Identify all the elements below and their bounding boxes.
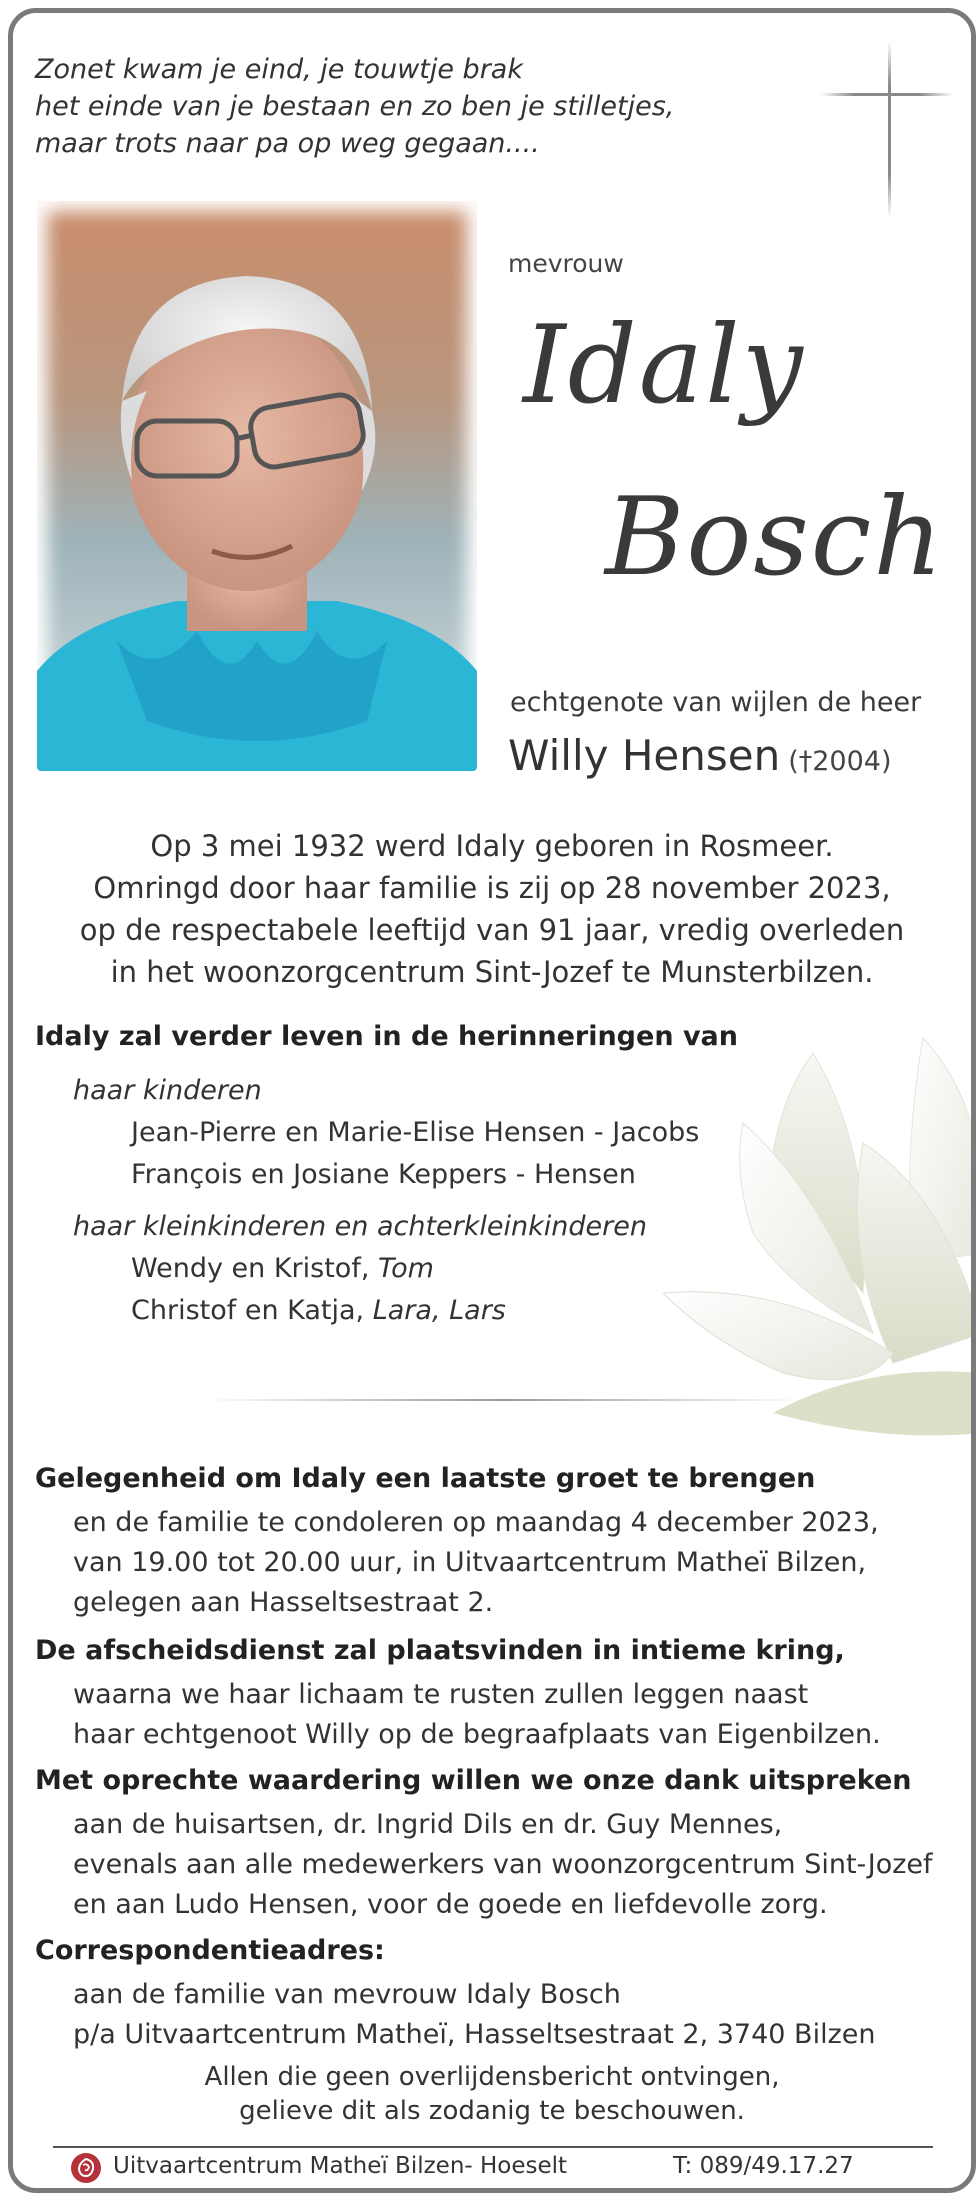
- spouse-name: [508, 731, 891, 780]
- lotus-flower-icon: [663, 1033, 976, 1453]
- footer-phone: T: 089/49.17.27: [673, 2153, 854, 2179]
- poem-line: Zonet kwam je eind, je touwtje brak: [35, 54, 523, 85]
- grandchild-parents: Christof en Katja,: [131, 1295, 373, 1326]
- thanks-text: [73, 1805, 933, 1925]
- closing-line: Allen die geen overlijdensbericht ontvingen,: [204, 2062, 780, 2092]
- obituary-card: [8, 8, 976, 2193]
- biography: [13, 825, 971, 993]
- child-name: Jean-Pierre en Marie-Elise Hensen - Jacobs: [131, 1117, 700, 1148]
- thanks-heading: Met oprechte waardering willen we onze dank uitspreken: [35, 1765, 912, 1796]
- grandchild-parents: Wendy en Kristof,: [131, 1253, 378, 1284]
- cross-icon: [888, 41, 891, 217]
- visitation-heading: Gelegenheid om Idaly een laatste groet te brengen: [35, 1463, 816, 1494]
- grandchild-kids: Tom: [378, 1253, 434, 1284]
- poem: [35, 51, 674, 162]
- footer-divider: [53, 2146, 933, 2148]
- address-text: [73, 1975, 875, 2055]
- text-line: evenals aan alle medewerkers van woonzorgcentrum Sint-Jozef: [73, 1849, 933, 1880]
- rose-logo-icon: [69, 2151, 103, 2185]
- text-line: en de familie te condoleren op maandag 4 december 2023,: [73, 1507, 879, 1538]
- text-line: van 19.00 tot 20.00 uur, in Uitvaartcentrum Matheï Bilzen,: [73, 1547, 867, 1578]
- text-line: aan de huisartsen, dr. Ingrid Dils en dr. Guy Mennes,: [73, 1809, 783, 1840]
- text-line: aan de familie van mevrouw Idaly Bosch: [73, 1979, 621, 2010]
- memories-heading: Idaly zal verder leven in de herinneringen van: [35, 1021, 738, 1052]
- portrait-photo: [37, 201, 477, 771]
- text-line: p/a Uitvaartcentrum Matheï, Hasseltsestraat 2, 3740 Bilzen: [73, 2019, 876, 2050]
- deceased-last-name: Bosch: [605, 475, 945, 600]
- service-heading: De afscheidsdienst zal plaatsvinden in intieme kring,: [35, 1635, 845, 1666]
- bio-line: op de respectabele leeftijd van 91 jaar, vredig overleden: [79, 913, 905, 947]
- spouse-label: echtgenote van wijlen de heer: [510, 687, 922, 718]
- spouse-death-year: (†2004): [788, 746, 892, 777]
- deceased-prefix: mevrouw: [508, 249, 624, 278]
- grandchildren-label: haar kleinkinderen en achterkleinkinderen: [73, 1211, 647, 1242]
- grandchild-name: [131, 1253, 434, 1284]
- poem-line: maar trots naar pa op weg gegaan....: [35, 128, 540, 159]
- text-line: waarna we haar lichaam te rusten zullen leggen naast: [73, 1679, 809, 1710]
- service-text: [73, 1675, 881, 1755]
- grandchild-name: [131, 1295, 506, 1326]
- children-label: haar kinderen: [73, 1075, 262, 1106]
- deceased-first-name: Idaly: [523, 303, 805, 428]
- bio-line: Omringd door haar familie is zij op 28 november 2023,: [93, 871, 891, 905]
- text-line: haar echtgenoot Willy op de begraafplaats van Eigenbilzen.: [73, 1719, 881, 1750]
- cross-icon-bar: [821, 93, 953, 96]
- spouse-name-text: Willy Hensen: [508, 731, 781, 780]
- divider: [203, 1399, 803, 1401]
- closing-line: gelieve dit als zodanig te beschouwen.: [239, 2096, 745, 2126]
- text-line: en aan Ludo Hensen, voor de goede en liefdevolle zorg.: [73, 1889, 828, 1920]
- bio-line: in het woonzorgcentrum Sint-Jozef te Munsterbilzen.: [110, 955, 874, 989]
- child-name: François en Josiane Keppers - Hensen: [131, 1159, 636, 1190]
- grandchild-kids: Lara, Lars: [372, 1295, 506, 1326]
- closing-note: [13, 2060, 971, 2128]
- text-line: gelegen aan Hasseltsestraat 2.: [73, 1587, 494, 1618]
- visitation-text: [73, 1503, 879, 1623]
- address-heading: Correspondentieadres:: [35, 1935, 385, 1966]
- bio-line: Op 3 mei 1932 werd Idaly geboren in Rosmeer.: [150, 829, 834, 863]
- poem-line: het einde van je bestaan en zo ben je stilletjes,: [35, 91, 675, 122]
- footer-company: Uitvaartcentrum Matheï Bilzen- Hoeselt: [113, 2153, 568, 2179]
